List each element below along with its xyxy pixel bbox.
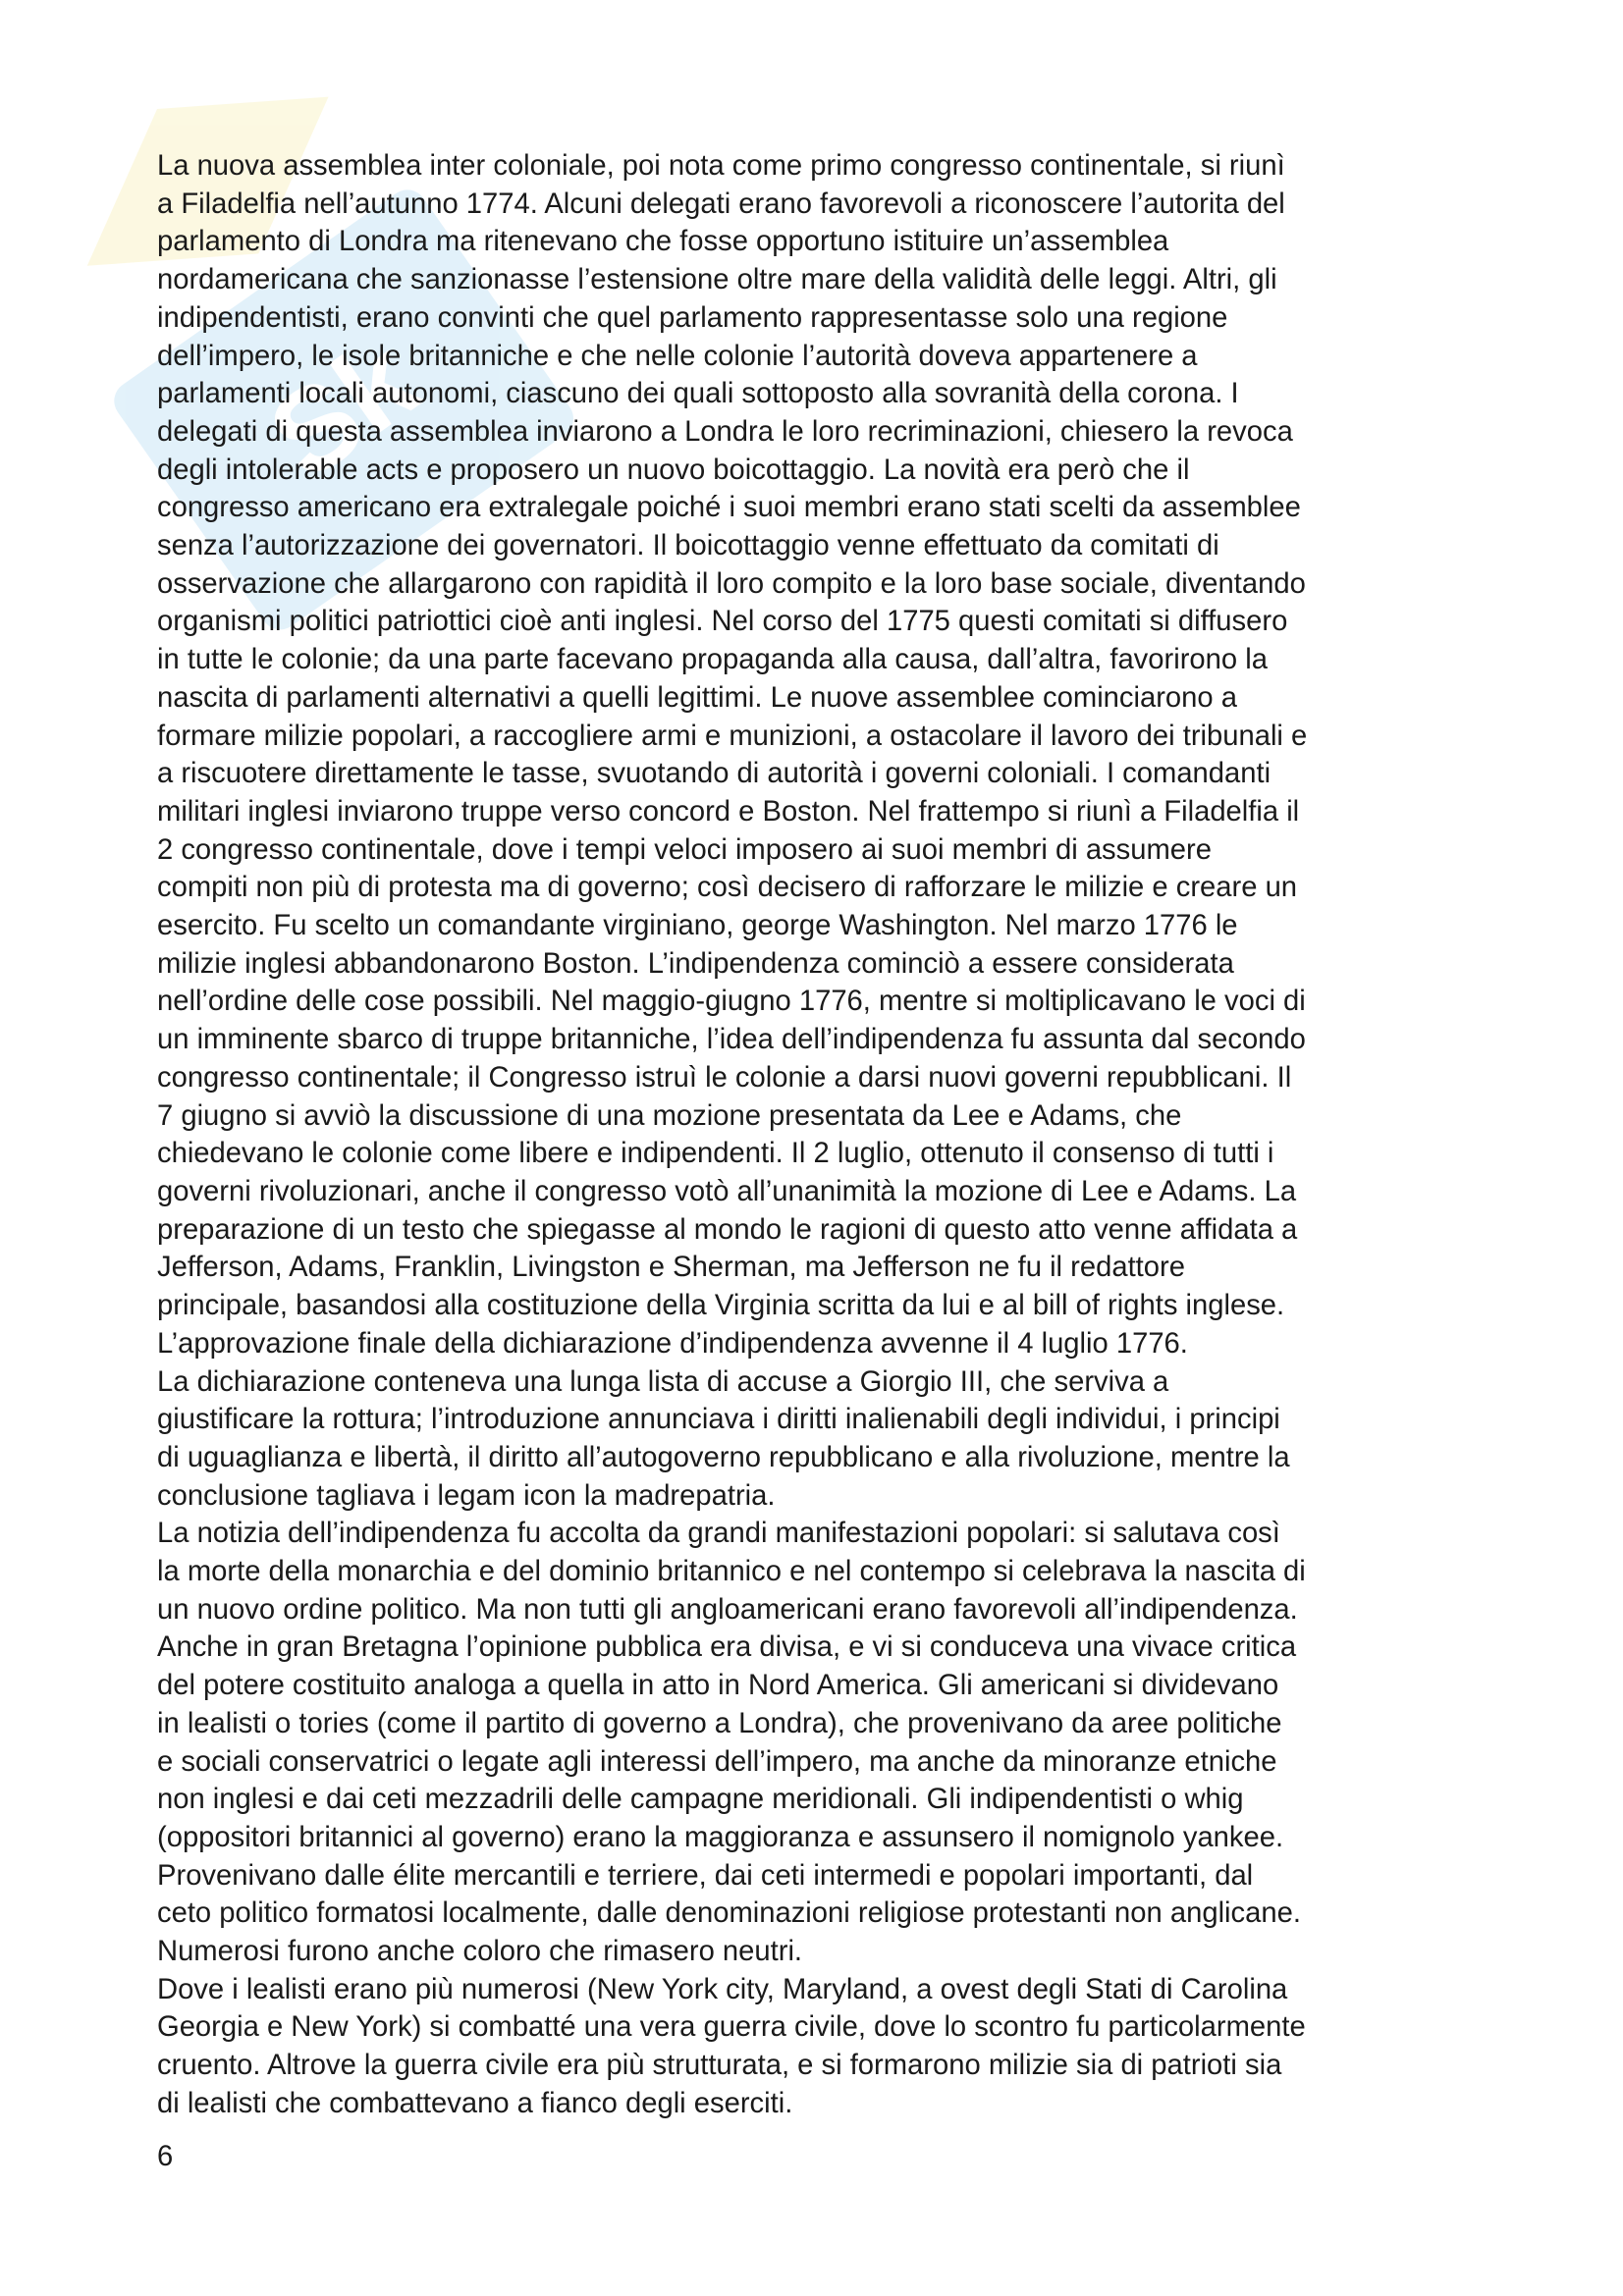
text-line: un nuovo ordine politico. Ma non tutti gli angloamericani erano favorevoli all’indipendenza. xyxy=(157,1593,1298,1626)
text-line: formare milizie popolari, a raccogliere armi e munizioni, a ostacolare il lavoro dei tribunali e xyxy=(157,720,1308,752)
text-line: la morte della monarchia e del dominio britannico e nel contempo si celebrava la nascita di xyxy=(157,1556,1306,1588)
text-line: 7 giugno si avviò la discussione di una mozione presentata da Lee e Adams, che xyxy=(157,1099,1182,1132)
text-line: nascita di parlamenti alternativi a quelli legittimi. Le nuove assemblee cominciarono a xyxy=(157,681,1237,714)
text-line: parlamento di Londra ma ritenevano che fosse opportuno istituire un’assemblea xyxy=(157,226,1169,258)
text-line: a Filadelfia nell’autunno 1774. Alcuni delegati erano favorevoli a riconoscere l’autorita del xyxy=(157,187,1285,220)
text-line: ceto politico formatosi localmente, dalle denominazioni religiose protestanti non anglicane. xyxy=(157,1897,1301,1930)
text-line: di lealisti che combattevano a fianco degli eserciti. xyxy=(157,2087,793,2119)
text-line: congresso continentale; il Congresso istruì le colonie a darsi nuovi governi repubblicani. Il xyxy=(157,1061,1292,1094)
text-line: (oppositori britannici al governo) erano la maggioranza e assunsero il nomignolo yankee. xyxy=(157,1821,1284,1853)
page-number: 6 xyxy=(157,2141,174,2172)
text-line: preparazione di un testo che spiegasse al mondo le ragioni di questo atto venne affidata a xyxy=(157,1213,1298,1246)
text-line: parlamenti locali autonomi, ciascuno dei quali sottoposto alla sovranità della corona. I xyxy=(157,378,1239,410)
text-line: degli intolerable acts e proposero un nuovo boicottaggio. La novità era però che il xyxy=(157,454,1190,486)
text-line: La notizia dell’indipendenza fu accolta da grandi manifestazioni popolari: si salutava così xyxy=(157,1518,1280,1550)
text-line: a riscuotere direttamente le tasse, svuotando di autorità i governi coloniali. I comandanti xyxy=(157,758,1271,790)
svg-text:Sk: Sk xyxy=(246,313,441,505)
text-line: milizie inglesi abbandonarono Boston. L’indipendenza cominciò a essere considerata xyxy=(157,947,1234,980)
text-line: governi rivoluzionari, anche il congresso votò all’unanimità la mozione di Lee e Adams. La xyxy=(157,1175,1297,1207)
text-line: esercito. Fu scelto un comandante virginiano, george Washington. Nel marzo 1776 le xyxy=(157,910,1238,942)
text-line: giustificare la rottura; l’introduzione annunciava i diritti inalienabili degli individui, i principi xyxy=(157,1404,1280,1436)
text-line: in tutte le colonie; da una parte facevano propaganda alla causa, dall’altra, favorirono la xyxy=(157,644,1268,676)
text-line: in lealisti o tories (come il partito di governo a Londra), che provenivano da aree politiche xyxy=(157,1707,1282,1739)
text-line: principale, basandosi alla costituzione della Virginia scritta da lui e al bill of rights inglese. xyxy=(157,1290,1285,1322)
text-line: Numerosi furono anche coloro che rimasero neutri. xyxy=(157,1936,803,1968)
document-body xyxy=(157,147,1492,2123)
text-line: senza l’autorizzazione dei governatori. Il boicottaggio venne effettuato da comitati di xyxy=(157,530,1219,562)
text-line: conclusione tagliava i legam icon la madrepatria. xyxy=(157,1479,776,1512)
text-line: di uguaglianza e libertà, il diritto all’autogoverno repubblicano e alla rivoluzione, mentre la xyxy=(157,1441,1290,1473)
text-line: L’approvazione finale della dichiarazione d’indipendenza avvenne il 4 luglio 1776. xyxy=(157,1327,1188,1360)
text-line: dell’impero, le isole britanniche e che nelle colonie l’autorità doveva appartenere a xyxy=(157,340,1198,372)
text-line: La nuova assemblea inter coloniale, poi nota come primo congresso continentale, si riunì xyxy=(157,150,1285,182)
text-line: cruento. Altrove la guerra civile era più strutturata, e si formarono milizie sia di patrioti sia xyxy=(157,2050,1282,2082)
text-line: del potere costituito analoga a quella in atto in Nord America. Gli americani si dividevano xyxy=(157,1670,1279,1702)
text-line: congresso americano era extralegale poiché i suoi membri erano stati scelti da assemblee xyxy=(157,492,1301,524)
text-line: nell’ordine delle cose possibili. Nel maggio-giugno 1776, mentre si moltiplicavano le voci di xyxy=(157,986,1306,1018)
text-line: osservazione che allargarono con rapidità il loro compito e la loro base sociale, diventando xyxy=(157,567,1306,600)
text-line: Jefferson, Adams, Franklin, Livingston e Sherman, ma Jefferson ne fu il redattore xyxy=(157,1252,1185,1284)
text-line: indipendentisti, erano convinti che quel parlamento rappresentasse solo una regione xyxy=(157,301,1228,334)
text-line: nordamericana che sanzionasse l’estensione oltre mare della validità delle leggi. Altri, gli xyxy=(157,264,1277,296)
text-line: compiti non più di protesta ma di governo; così decisero di rafforzare le milizie e creare un xyxy=(157,872,1298,904)
text-line: e sociali conservatrici o legate agli interessi dell’impero, ma anche da minoranze etniche xyxy=(157,1745,1277,1778)
text-line: delegati di questa assemblea inviarono a Londra le loro recriminazioni, chiesero la revoca xyxy=(157,415,1293,448)
text-line: Provenivano dalle élite mercantili e terriere, dai ceti intermedi e popolari importanti, dal xyxy=(157,1859,1254,1892)
text-line: chiedevano le colonie come libere e indipendenti. Il 2 luglio, ottenuto il consenso di tutti i xyxy=(157,1138,1274,1170)
text-line: non inglesi e dai ceti mezzadrili delle campagne meridionali. Gli indipendentisti o whig xyxy=(157,1784,1244,1816)
text-line: 2 congresso continentale, dove i tempi veloci imposero ai suoi membri di assumere xyxy=(157,833,1212,866)
text-line: La dichiarazione conteneva una lunga lista di accuse a Giorgio III, che serviva a xyxy=(157,1365,1169,1398)
text-line: Anche in gran Bretagna l’opinione pubblica era divisa, e vi si conduceva una vivace critica xyxy=(157,1631,1297,1664)
text-line: Dove i lealisti erano più numerosi (New York city, Maryland, a ovest degli Stati di Carolina xyxy=(157,1973,1288,2005)
text-line: militari inglesi inviarono truppe verso concord e Boston. Nel frattempo si riunì a Filadelfia il xyxy=(157,795,1300,828)
text-line: organismi politici patriottici cioè anti inglesi. Nel corso del 1775 questi comitati si diffusero xyxy=(157,606,1288,638)
text-line: Georgia e New York) si combatté una vera guerra civile, dove lo scontro fu particolarmente xyxy=(157,2011,1306,2044)
text-line: un imminente sbarco di truppe britanniche, l’idea dell’indipendenza fu assunta dal secondo xyxy=(157,1024,1306,1056)
